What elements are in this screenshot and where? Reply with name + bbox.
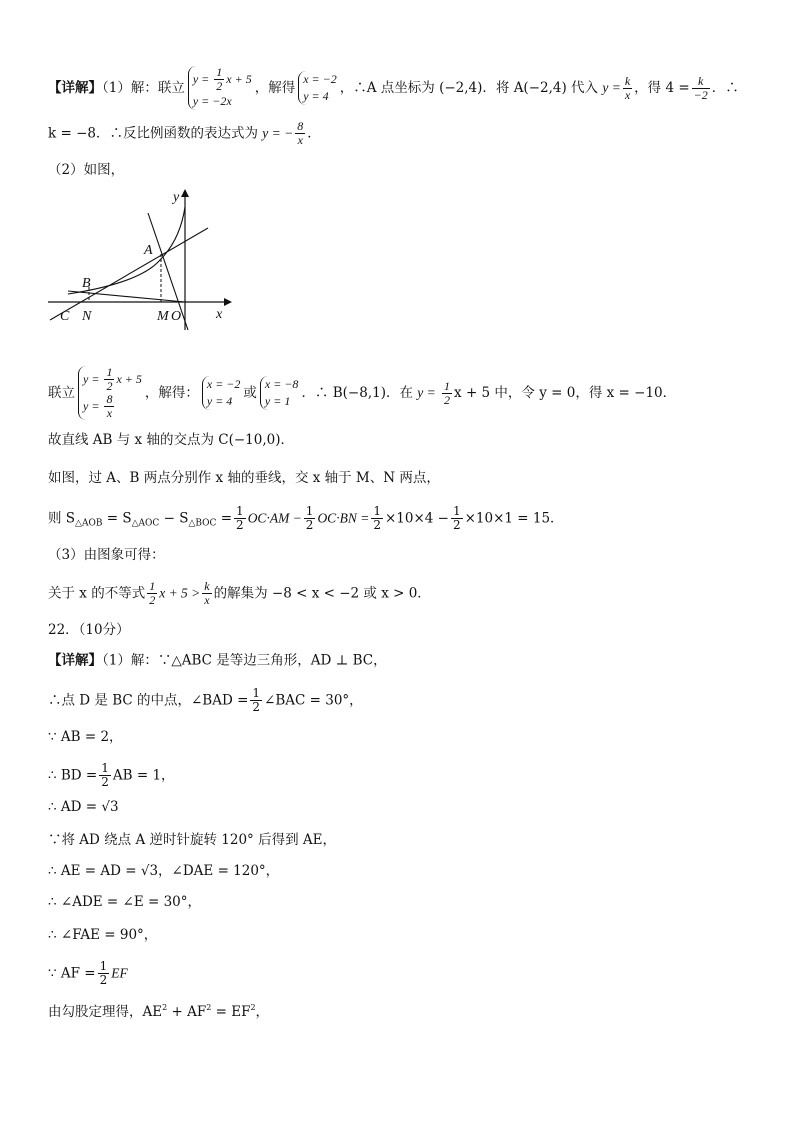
q22-line-5: ∴ AD = √3 (48, 799, 119, 815)
q22-line-1: 【详解】（1）解：∵△ABC 是等边三角形，AD ⊥ BC， (48, 652, 387, 669)
q22-line-2: ∴点 D 是 BC 的中点，∠BAD = $\frac{1}{2}$ ∠BAC = 30°， (48, 686, 363, 714)
q22-header: 22．（10分） (48, 622, 130, 638)
label-y: y (173, 190, 180, 205)
q21-part1-line: 【详解】（1）解：联立 y = $\frac{1}{2}$ x + 5 y = −2x ，解得 x = −2 y = 4 ，∴A 点坐标为 (−2,4)．将 A(−2,4) 代入 y = $\frac{k}{x}$ ，得 4 = $\frac{k}{-2}$ ．∴ (48, 65, 739, 108)
q21-part3-intro: （3）由图象可得： (48, 547, 165, 563)
y-axis-arrow (181, 189, 189, 197)
label-o: O (171, 309, 182, 324)
detail-tag-22: 【详解】 (48, 652, 102, 669)
line-ab (50, 228, 208, 320)
q21-inequality: 关于 x 的不等式 $\frac{1}{2}$ x + 5 > $\frac{k}{x}$ 的解集为 −8 < x < −2 或 x > 0． (48, 579, 431, 607)
detail-tag: 【详解】 (48, 80, 102, 96)
q21-k-result: k = −8．∴反比例函数的表达式为 y = − $\frac{8}{x}$ ． (48, 119, 321, 147)
q22-line-9: ∴ ∠FAE = 90°， (48, 927, 158, 943)
solution-2b: x = −8 y = 1 (260, 376, 299, 410)
system-1: y = $\frac{1}{2}$ x + 5 y = −2x (188, 66, 252, 110)
q21-perpendicular-text: 如图，过 A、B 两点分别作 x 轴的垂线，交 x 轴于 M、N 两点， (48, 470, 440, 486)
label-n: N (82, 309, 92, 324)
coordinate-figure (40, 185, 240, 330)
x-axis-arrow (224, 298, 232, 306)
label-c: C (60, 309, 70, 324)
system-2: y = $\frac{1}{2}$ x + 5 y = $\frac{8}{x}$ (78, 366, 142, 420)
q22-line-3: ∵ AB = 2， (48, 729, 123, 745)
solution-1: x = −2 y = 4 (298, 71, 337, 105)
q22-line-6: ∵将 AD 绕点 A 逆时针旋转 120° 后得到 AE， (48, 832, 336, 848)
q21-part2-intro: （2）如图， (48, 162, 125, 178)
line-bo (68, 291, 185, 302)
label-a: A (144, 243, 153, 258)
q22-line-7: ∴ AE = AD = √3，∠DAE = 120°， (48, 863, 280, 879)
q22-line-10: ∵ AF = $\frac{1}{2}$ EF (48, 959, 128, 987)
solution-2a: x = −2 y = 4 (202, 376, 241, 410)
label-b: B (82, 276, 91, 291)
label-x: x (216, 307, 223, 322)
q21-area-formula: 则 $S_{\triangle AOB} = S_{\triangle AOC} - S_{\triangle BOC}$ = $\frac{1}{2}$ OC·AM − $\frac{1}{2}$ OC·BN = $\frac{1}{2}$ ×10×4 − $\frac{1}{2}$ ×10×1 = 15． (48, 504, 564, 532)
q21-line-ab-intersection: 故直线 AB 与 x 轴的交点为 C(−10,0)． (48, 432, 294, 448)
label-m: M (157, 309, 169, 324)
q22-line-4: ∴ BD = $\frac{1}{2}$ AB = 1， (48, 761, 175, 789)
q22-line-11: 由勾股定理得，$AE^2 + AF^2 = EF^2$， (48, 1003, 270, 1020)
q22-line-8: ∴ ∠ADE = ∠E = 30°， (48, 894, 202, 910)
q21-system2-line: 联立 y = $\frac{1}{2}$ x + 5 y = $\frac{8}{x}$ ，解得： x = −2 y = 4 或 x = −8 y = 1 ．∴ B(−8,1)．在 y = $\frac{1}{2}$ x + 5 中，令 y = 0，得 x = −10． (48, 365, 677, 420)
